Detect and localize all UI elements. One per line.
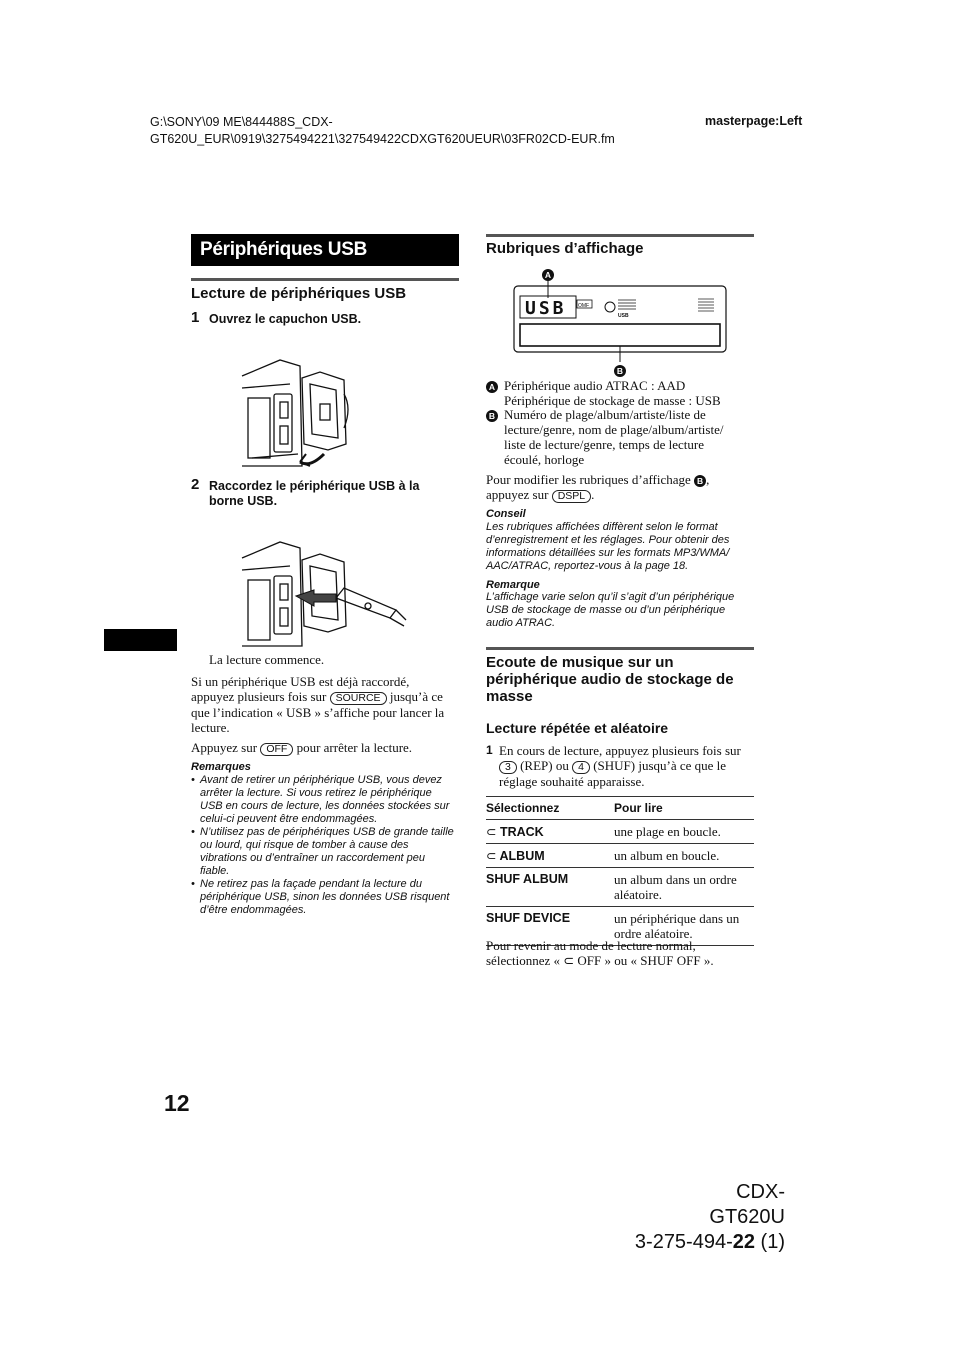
step-text: Raccordez le périphérique USB à la borne USB. [209,479,420,508]
callout-a-ref: A [486,381,498,393]
repeat-icon: ⊂ [486,849,497,863]
open-usb-cap-illustration [240,358,360,470]
table-row: ⊂ TRACK une plage en boucle. [486,820,754,844]
list-item: • N’utilisez pas de périphériques USB de grande taille ou lourd, qui risque de tomber à cause des vibrations ou d’entraîner un raccordement peu fiable. [191,826,454,877]
heading-lecture-repetee: Lecture répétée et aléatoire [486,720,669,736]
item-a: A Périphérique audio ATRAC : AAD Périphérique de stockage de masse : USB [486,378,756,408]
callout-b: B [614,365,626,377]
table-header-row: Sélectionnez Pour lire [486,797,754,820]
page-number: 12 [164,1090,190,1116]
model-number: CDX-GT620U 3-275-494-22 (1) [634,1181,785,1253]
paragraph-return: Pour revenir au mode de lecture normal, sélectionnez « ⊂ OFF » ou « SHUF OFF ». [486,938,714,968]
paragraph-dspl: Pour modifier les rubriques d’affichage B , appuyez sur DSPL . [486,472,710,502]
masterpage-label: masterpage:Left [705,114,803,128]
heading-ecoute: Ecoute de musique sur un périphérique audio de stockage de masse [486,654,734,705]
step-text: Ouvrez le capuchon USB. [209,312,362,326]
tip-text: Les rubriques affichées diffèrent selon le format d’enregistrement et les réglages. Pour obtenir des informations détaillées sur les formats MP3/WMA/ AAC/ATRAC, reportez-vous à la page 18. [486,521,730,572]
remark-title: Remarque [486,579,540,591]
table-row: SHUF DEVICE un périphérique dans un ordre aléatoire. [486,907,754,946]
heading-rule [191,278,459,281]
key-4: 4 [572,761,590,774]
table-row: ⊂ ALBUM un album en boucle. [486,844,754,868]
display-small-label: OMF [578,303,590,309]
display-usb-label: USB [618,313,629,319]
item-b: B Numéro de plage/album/artiste/liste de lecture/genre, nom de plage/album/artiste/ liste de lecture/genre, temps de lecture écoulé, horloge [486,407,756,467]
display-diagram [512,276,728,364]
playback-starts-text: La lecture commence. [209,652,325,667]
heading-rule [486,647,754,650]
notes-list [191,774,461,917]
tip-title: Conseil [486,508,526,520]
display-segments: USB [525,298,567,319]
heading-rubriques: Rubriques d’affichage [486,240,644,257]
paragraph-source: Si un périphérique USB est déjà raccordé, appuyez plusieurs fois sur SOURCE jusqu’à ce que l’indication « USB » s’affiche pour lancer la lecture. [191,674,445,735]
list-item: • Ne retirez pas la façade pendant la lecture du périphérique USB, sinon les données USB risquent d’être endommagées. [191,878,450,916]
callout-a: A [542,269,554,281]
selection-table [486,796,754,946]
repeat-icon: ⊂ [486,825,497,839]
file-path: G:\SONY\09 ME\844488S_CDX- GT620U_EUR\0919\3275494221\327549422CDXGT620UEUR\03FR02CD-EUR.fm [150,115,615,146]
list-item: • Avant de retirer un périphérique USB, vous devez arrêter la lecture. Si vous retirez le périphérique USB en cours de lecture, les données stockées sur celui-ci peuvent être endommagées. [191,774,450,825]
step-number: 2 [191,476,200,493]
paragraph-off: Appuyez sur OFF pour arrêter la lecture. [191,740,413,755]
step-number: 1 [191,309,200,326]
source-button: SOURCE [330,692,387,705]
connect-usb-illustration [240,540,410,650]
heading-lecture-usb: Lecture de périphériques USB [191,285,407,302]
callout-b-ref: B [694,475,706,487]
off-button: OFF [260,743,293,756]
heading-rule [486,234,754,237]
dspl-button: DSPL [552,490,591,503]
remark-text: L’affichage varie selon qu’il s’agit d’un périphérique USB de stockage de masse ou d’un périphérique audio ATRAC. [486,591,735,629]
repeat-step: 1 En cours de lecture, appuyez plusieurs fois sur 3 (REP) ou 4 (SHUF) jusqu’à ce que le réglage souhaité apparaisse. [486,743,741,789]
repeat-icon: ⊂ [563,953,575,968]
section-title: Périphériques USB [191,234,459,266]
side-tab-marker [104,629,177,651]
key-3: 3 [499,761,517,774]
callout-b-marker [614,361,626,379]
callout-b-ref: B [486,410,498,422]
notes-title: Remarques [191,761,251,773]
table-row: SHUF ALBUM un album dans un ordre aléatoire. [486,868,754,907]
